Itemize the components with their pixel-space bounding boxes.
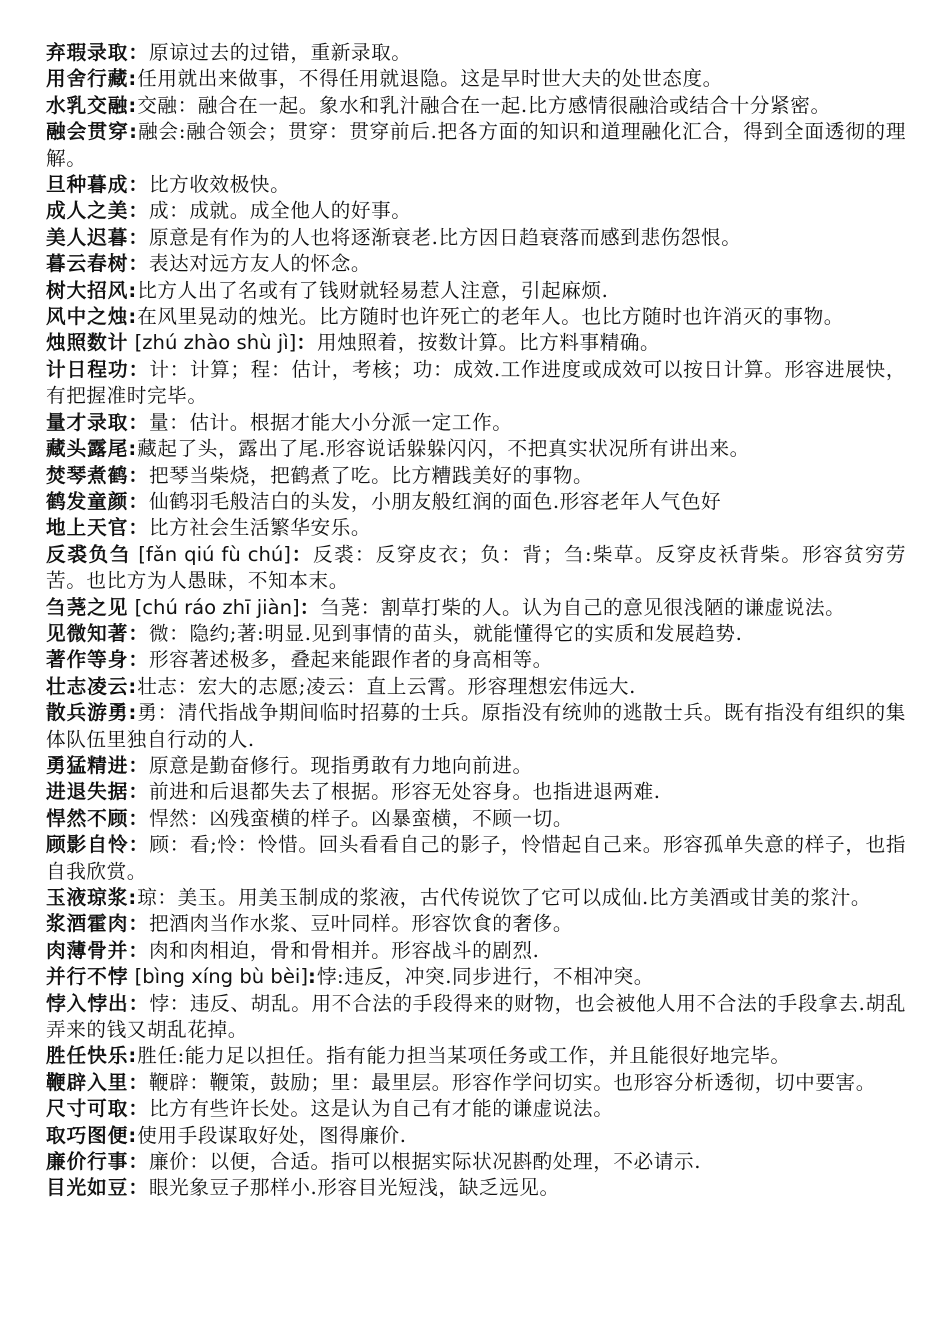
idiom-term: 藏头露尾	[46, 437, 129, 461]
idiom-definition: 胜任:能力足以担任。指有能力担当某项任务或工作，并且能很好地完毕。	[137, 1044, 791, 1068]
idiom-definition: 壮志：宏大的志愿;凌云：直上云霄。形容理想宏伟远大.	[137, 674, 636, 698]
term-separator: :	[128, 1044, 138, 1068]
idiom-definition: 藏起了头，露出了尾.形容说话躲躲闪闪，不把真实状况所有讲出来。	[137, 437, 750, 461]
idiom-definition: 任用就出来做事，不得任用就退隐。这是早时世大夫的处世态度。	[137, 67, 723, 91]
idiom-pinyin: [fǎn qiú fù chú]	[131, 542, 291, 566]
idiom-entry	[46, 1043, 906, 1069]
idiom-entry	[46, 753, 906, 779]
term-separator: ：	[128, 1070, 149, 1094]
term-separator: ：	[128, 648, 149, 672]
idiom-term: 进退失据	[46, 780, 129, 804]
idiom-entry	[46, 198, 906, 224]
idiom-term: 刍荛之见	[46, 595, 129, 619]
idiom-term: 尺寸可取	[46, 1097, 129, 1121]
idiom-definition: 琼：美玉。用美玉制成的浆液，古代传说饮了它可以成仙.比方美酒或甘美的浆汁。	[137, 886, 872, 909]
idiom-term: 见微知著	[46, 621, 129, 645]
idiom-definition: 把酒肉当作水浆、豆叶同样。形容饮食的奢侈。	[148, 912, 574, 936]
term-separator: :	[308, 965, 317, 989]
idiom-entry	[46, 40, 906, 66]
idiom-term: 成人之美	[46, 199, 129, 223]
idiom-term: 肉薄骨并	[46, 938, 129, 962]
idiom-definition: 刍荛：割草打柴的人。认为自己的意见很浅陋的谦虚说法。	[320, 595, 846, 619]
term-separator: ：	[290, 542, 314, 566]
idiom-term: 浆酒霍肉	[46, 912, 129, 936]
idiom-definition: 仙鹤羽毛般洁白的头发，小朋友般红润的面色.形容老年人气色好	[148, 489, 722, 513]
idiom-definition: 使用手段谋取好处，图得廉价.	[137, 1123, 407, 1147]
term-separator: ：	[128, 938, 149, 962]
idiom-term: 弃瑕录取	[46, 41, 129, 64]
term-separator: ：	[128, 833, 150, 857]
idiom-entry	[46, 463, 906, 489]
idiom-entry	[46, 304, 906, 330]
idiom-entry	[46, 595, 906, 621]
idiom-pinyin: [zhú zhào shù jì]	[128, 331, 297, 355]
term-separator: ：	[128, 1176, 149, 1200]
idiom-definition: 微：隐约;著:明显.见到事情的苗头，就能懂得它的实质和发展趋势.	[148, 621, 743, 645]
idiom-entry	[46, 172, 906, 198]
idiom-entry	[46, 119, 906, 172]
idiom-entry	[46, 700, 906, 753]
term-separator: ：	[128, 780, 149, 804]
term-separator: ：	[128, 806, 149, 830]
idiom-term: 玉液琼浆	[46, 886, 129, 909]
idiom-definition: 比方收效极快。	[148, 173, 291, 197]
idiom-term: 用舍行藏	[46, 67, 129, 91]
idiom-entry	[46, 225, 906, 251]
idiom-entry	[46, 832, 906, 885]
idiom-entry	[46, 964, 906, 990]
term-separator: ：	[128, 753, 149, 777]
term-separator: ：	[128, 173, 149, 197]
idiom-entry	[46, 66, 906, 92]
idiom-definition: 悍然：凶残蛮横的样子。凶暴蛮横，不顾一切。	[148, 806, 574, 830]
idiom-definition: 悖：违反、胡乱。用不合法的手段得来的财物，也会被他人用不合法的手段拿去.胡乱弄来的钱又胡乱花掉。	[46, 991, 907, 1042]
idiom-entry	[46, 1149, 906, 1175]
idiom-definition: 量：估计。根据才能大小分派一定工作。	[148, 410, 513, 434]
idiom-definition: 原意是有作为的人也将逐渐衰老.比方因日趋衰落而感到悲伤怨恨。	[148, 225, 742, 249]
term-separator: ：	[128, 621, 149, 645]
idiom-definition: 用烛照着，按数计算。比方料事精确。	[316, 331, 661, 355]
idiom-term: 美人迟暮	[46, 225, 129, 249]
idiom-term: 烛照数计	[46, 331, 129, 355]
idiom-entry	[46, 515, 906, 541]
idiom-term: 计日程功	[46, 357, 129, 381]
idiom-entry	[46, 911, 906, 937]
idiom-definition: 鞭辟：鞭策，鼓励；里：最里层。形容作学问切实。也形容分析透彻，切中要害。	[148, 1070, 876, 1094]
idiom-term: 取巧图便	[46, 1123, 129, 1147]
idiom-definition: 眼光象豆子那样小.形容目光短浅，缺乏远见。	[148, 1176, 560, 1200]
idiom-entry	[46, 436, 906, 462]
idiom-entry	[46, 991, 906, 1044]
idiom-term: 焚琴煮鹤	[46, 463, 129, 487]
term-separator: ：	[128, 912, 149, 936]
term-separator: ：	[128, 516, 149, 540]
term-separator: ：	[128, 1150, 149, 1174]
term-separator: :	[128, 305, 138, 329]
term-separator: ：	[296, 331, 317, 355]
idiom-definition: 原谅过去的过错，重新录取。	[148, 41, 412, 64]
idiom-term: 反裘负刍	[46, 542, 132, 566]
idiom-term: 悍然不顾	[46, 806, 129, 830]
idiom-entry	[46, 357, 906, 410]
idiom-entry	[46, 885, 906, 911]
idiom-definition: 计：计算；程：估计，考核；功：成效.工作进度或成效可以按日计算。形容进展快，有把握准时完毕。	[46, 357, 907, 408]
idiom-term: 悖入悖出	[46, 991, 129, 1015]
idiom-term: 鞭辟入里	[46, 1070, 129, 1094]
idiom-definition: 比方社会生活繁华安乐。	[148, 516, 372, 540]
idiom-entry	[46, 621, 906, 647]
term-separator: :	[128, 437, 138, 461]
idiom-term: 融会贯穿	[46, 120, 130, 144]
idiom-definition: 成：成就。成全他人的好事。	[148, 199, 412, 223]
term-separator: :	[128, 674, 138, 698]
term-separator: :	[128, 1123, 138, 1147]
idiom-entry	[46, 806, 906, 832]
idiom-term: 壮志凌云	[46, 674, 129, 698]
idiom-term: 风中之烛	[46, 305, 129, 329]
idiom-definition: 交融：融合在一起。象水和乳汁融合在一起.比方感情很融洽或结合十分紧密。	[137, 93, 831, 117]
idiom-term: 暮云春树	[46, 252, 129, 276]
idiom-entry	[46, 278, 906, 304]
idiom-term: 顾影自怜	[46, 833, 129, 857]
idiom-entry	[46, 647, 906, 673]
term-separator: ：	[128, 489, 149, 513]
idiom-entry	[46, 938, 906, 964]
idiom-pinyin: [bìng xíng bù bèi]	[128, 965, 309, 989]
idiom-entry	[46, 330, 906, 356]
idiom-definition: 勇：清代指战争期间临时招募的士兵。原指没有统帅的逃散士兵。既有指没有组织的集体队伍里独自行动的人.	[46, 701, 906, 751]
idiom-pinyin: [chú ráo zhī jiàn]	[128, 595, 300, 619]
term-separator: ：	[128, 199, 149, 223]
term-separator: ：	[128, 41, 149, 64]
term-separator: ：	[128, 252, 149, 276]
term-separator: ：	[128, 991, 150, 1015]
idiom-definition: 在风里晃动的烛光。比方随时也许死亡的老年人。也比方随时也许消灭的事物。	[137, 305, 844, 329]
idiom-definition: 表达对远方友人的怀念。	[148, 252, 372, 276]
idiom-definition: 原意是勤奋修行。现指勇敢有力地向前进。	[148, 753, 533, 777]
idiom-entry	[46, 674, 906, 700]
idiom-entry	[46, 1175, 906, 1201]
term-separator: ：	[128, 357, 150, 381]
term-separator: :	[128, 886, 138, 909]
idiom-term: 旦种暮成	[46, 173, 129, 197]
idiom-definition: 悖:违反，冲突.同步进行，不相冲突。	[316, 965, 654, 989]
term-separator: ：	[299, 595, 321, 619]
term-separator: :	[128, 278, 138, 302]
idiom-term: 水乳交融	[46, 93, 129, 117]
idiom-definition: 比方有些许长处。这是认为自己有才能的谦虚说法。	[148, 1097, 614, 1121]
idiom-term: 散兵游勇	[46, 701, 129, 725]
idiom-entry	[46, 410, 906, 436]
term-separator: ：	[128, 463, 149, 487]
term-separator: :	[128, 93, 138, 117]
idiom-entry	[46, 779, 906, 805]
idiom-definition: 前进和后退都失去了根据。形容无处容身。也指进退两难.	[148, 780, 661, 804]
idiom-definition: 融会:融合领会；贯穿：贯穿前后.把各方面的知识和道理融化汇合，得到全面透彻的理解。	[46, 120, 907, 170]
term-separator: :	[129, 120, 138, 144]
idiom-definition: 把琴当柴烧，把鹤煮了吃。比方糟践美好的事物。	[148, 463, 594, 487]
idiom-term: 并行不悖	[46, 965, 129, 989]
idiom-entry	[46, 489, 906, 515]
idiom-term: 胜任快乐	[46, 1044, 129, 1068]
term-separator: :	[128, 67, 138, 91]
idiom-entry	[46, 1096, 906, 1122]
idiom-definition: 顾：看;怜：怜惜。回头看看自己的影子，怜惜起自己来。形容孤单失意的样子，也指自我欣赏。	[46, 833, 907, 883]
idiom-term: 勇猛精进	[46, 753, 129, 777]
idiom-definition: 形容著述极多，叠起来能跟作者的身高相等。	[148, 648, 553, 672]
idiom-definition: 比方人出了名或有了钱财就轻易惹人注意，引起麻烦.	[137, 278, 609, 302]
idiom-entry	[46, 1123, 906, 1149]
idiom-entry	[46, 93, 906, 119]
idiom-entry	[46, 251, 906, 277]
idiom-definition: 肉和肉相迫，骨和骨相并。形容战斗的剧烈.	[148, 938, 540, 962]
idiom-entry	[46, 542, 906, 595]
term-separator: ：	[128, 225, 149, 249]
idiom-term: 地上天官	[46, 516, 129, 540]
term-separator: ：	[128, 1097, 149, 1121]
idiom-term: 树大招风	[46, 278, 129, 302]
term-separator: ：	[128, 410, 149, 434]
idiom-entry	[46, 1070, 906, 1096]
idiom-term: 目光如豆	[46, 1176, 129, 1200]
idiom-definition: 廉价：以便，合适。指可以根据实际状况斟酌处理，不必请示.	[148, 1150, 702, 1174]
term-separator: :	[128, 701, 138, 725]
idiom-definition: 反裘：反穿皮衣；负：背；刍:柴草。反穿皮袄背柴。形容贫穷劳苦。也比方为人愚昧，不知本末。	[46, 542, 907, 593]
idiom-term: 著作等身	[46, 648, 129, 672]
idiom-term: 鹤发童颜	[46, 489, 129, 513]
idiom-term: 廉价行事	[46, 1150, 129, 1174]
idiom-term: 量才录取	[46, 410, 129, 434]
